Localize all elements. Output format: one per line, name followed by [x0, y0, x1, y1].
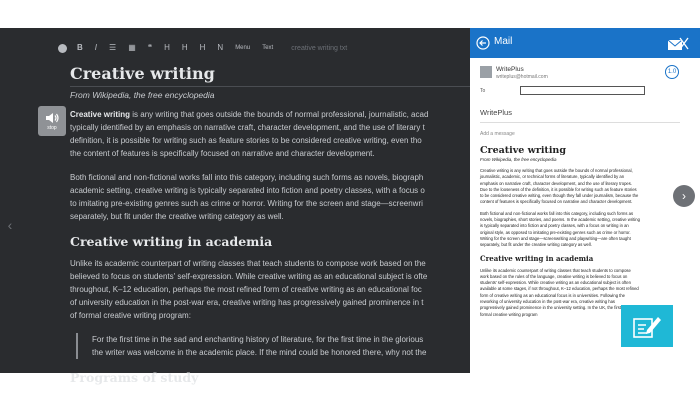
- preview-heading: Creative writing in academia: [480, 253, 594, 263]
- text-line: throughout, K–12 education, perhaps the most refined form of creative writing as an educational foc: [70, 285, 422, 294]
- article: [70, 64, 470, 393]
- to-label: To: [480, 87, 486, 94]
- mail-body-preview: [480, 145, 690, 323]
- text-line: of university education in the post-war era, creative writing has progressively gained prominence in t: [70, 298, 424, 307]
- list-icon[interactable]: ☰: [109, 43, 117, 52]
- compose-pen-icon: [632, 313, 662, 339]
- speak-stop-button[interactable]: [38, 106, 66, 136]
- section-heading-programs: Programs of study: [70, 370, 199, 385]
- avatar: [480, 66, 492, 78]
- text-line: Writing for the screen and stage—screenwriting and playwriting—are often taught: [480, 235, 631, 241]
- text-line: Due to the looseness of the definition, it is possible for writing such as feature stories: [480, 186, 637, 192]
- text-line: believed to focus on students' self-expression. While creative writing as an educational subject is ofte: [70, 272, 428, 281]
- format-toolbar: [58, 40, 347, 56]
- file-name-field[interactable]: creative writing txt: [291, 44, 348, 52]
- text-line: separately, but fit under the creative writing category as well.: [70, 212, 284, 221]
- to-input[interactable]: [520, 86, 645, 95]
- text-line: novels, biographies, short stories, and poems. In the academic setting, creative writing: [480, 217, 640, 223]
- speak-stop-label: stop: [47, 124, 57, 131]
- menu-button[interactable]: Menu: [235, 45, 251, 51]
- article-paragraph: [70, 108, 470, 160]
- text-line: to be considered creative writing, even though they fall under journalism, because the: [480, 193, 639, 199]
- speaker-icon: [45, 112, 59, 124]
- sender-address: writeplus@hotmail.com: [496, 74, 548, 80]
- article-term: Creative writing: [70, 110, 131, 119]
- sender-name: WritePlus: [496, 66, 524, 73]
- preview-subtitle: From Wikipedia, the free encyclopedia: [480, 157, 557, 162]
- text-line: definition, it is possible for writing such as feature stories to be considered creative writing, even tho: [70, 136, 422, 145]
- text-line: reworking of university education in the post-war era, creative writing has: [480, 299, 615, 305]
- text-line: Both fictional and non-fictional works fall into this category, including such forms as: [480, 210, 634, 216]
- text-line: Creative writing is any writing that goes outside the bounds of normal professional,: [480, 168, 633, 173]
- block-quote: [76, 333, 472, 359]
- bold-button[interactable]: B: [77, 43, 83, 52]
- section-heading-academia: Creative writing in academia: [70, 234, 273, 249]
- quote-icon[interactable]: ❝: [147, 43, 153, 52]
- add-message-field[interactable]: Add a message: [480, 131, 515, 137]
- app-window: [0, 28, 700, 385]
- reader-pane: [0, 28, 470, 385]
- text-line: work based on the rules of the language, creative writing is believed to focus on: [480, 273, 628, 279]
- sender: [480, 66, 548, 80]
- article-title: Creative writing: [70, 64, 215, 83]
- text-line: students' self-expression. While creative writing as an educational subject is often: [480, 280, 631, 286]
- text-line: emphasis on narrative craft, character development, and the use of literary tropes.: [480, 180, 632, 186]
- article-subtitle: From Wikipedia, the free encyclopedia: [70, 86, 470, 100]
- text-line: formal creative writing program: [480, 311, 538, 317]
- send-mail-icon[interactable]: [667, 37, 689, 51]
- text-line: the content of features is specifically focused on narrative and character development.: [70, 149, 375, 158]
- text-line: progressively gained prominence in the university setting. In the UK, the first: [480, 305, 622, 311]
- preview-paragraph: [480, 211, 685, 249]
- text-line: is typically separated into fiction and poetry classes, with a focus on writing in an: [480, 223, 629, 229]
- grid-icon[interactable]: ▦: [128, 43, 136, 52]
- italic-button[interactable]: I: [94, 43, 98, 52]
- back-arrow-icon[interactable]: [476, 36, 490, 50]
- mail-header: [470, 28, 700, 58]
- text-line: form of creative writing as an educational focus is in universities. Following the: [480, 292, 626, 298]
- text-line: to imitating pre-existing genres such as crime or horror. Writing for the screen and stage—screenwri: [70, 199, 423, 208]
- settings-circle-icon[interactable]: [58, 44, 67, 53]
- preview-title: Creative writing: [480, 145, 566, 156]
- normal-button[interactable]: N: [217, 43, 224, 52]
- mail-title: Mail: [494, 36, 513, 47]
- previous-page-button[interactable]: [2, 215, 18, 235]
- text-line: For the first time in the sad and enchanting history of literature, for the first time in the glorious: [92, 335, 424, 344]
- heading-3-button[interactable]: H: [199, 43, 206, 52]
- text-line: academic setting, creative writing is typically separated into fiction and poetry classes, with a focus o: [70, 186, 425, 195]
- article-paragraph: [70, 257, 470, 322]
- text-line: the writer was welcome in the academic place. If the mind could be honored there, why not the: [92, 348, 427, 357]
- text-line: Unlike its academic counterpart of writing classes that teach students to compose: [480, 267, 631, 273]
- attachment-size-badge[interactable]: 1.0: [665, 65, 679, 79]
- article-paragraph: [70, 171, 470, 223]
- text-line: Unlike its academic counterpart of writing classes that teach students to compose work based on the: [70, 259, 426, 268]
- heading-1-button[interactable]: H: [164, 43, 170, 52]
- text-line: typically identified by an emphasis on narrative craft, character development, and the use of literary t: [70, 123, 425, 132]
- next-page-button[interactable]: [673, 185, 695, 207]
- to-row: [480, 86, 680, 95]
- text-line: content of features is specifically focused on narrative and character development.: [480, 199, 633, 205]
- text-line: available at some stages, if not throughout, K–12 education, perhaps the most refined: [480, 286, 639, 292]
- text-button[interactable]: Text: [262, 45, 274, 51]
- heading-2-button[interactable]: H: [181, 43, 188, 52]
- subject-field[interactable]: WritePlus: [480, 108, 680, 123]
- text-line: original style, as opposed to imitating pre-existing genres such as crime or horror.: [480, 229, 631, 235]
- compose-button[interactable]: [621, 305, 673, 347]
- text-line: journalistic, academic, or technical forms of literature, typically identified by an: [480, 174, 625, 180]
- text-line: Both fictional and non-fictional works fall into this category, including such forms as novels, biograph: [70, 173, 424, 182]
- chevron-left-icon: ‹: [7, 217, 13, 233]
- text-line: is any writing that goes outside the bounds of normal professional, journalistic, acad: [130, 110, 429, 119]
- chevron-right-icon: ›: [682, 189, 686, 203]
- text-line: of formal creative writing program:: [70, 311, 191, 320]
- text-line: separately, but fit under the creative writing category as well.: [480, 242, 592, 248]
- preview-paragraph: [480, 168, 685, 206]
